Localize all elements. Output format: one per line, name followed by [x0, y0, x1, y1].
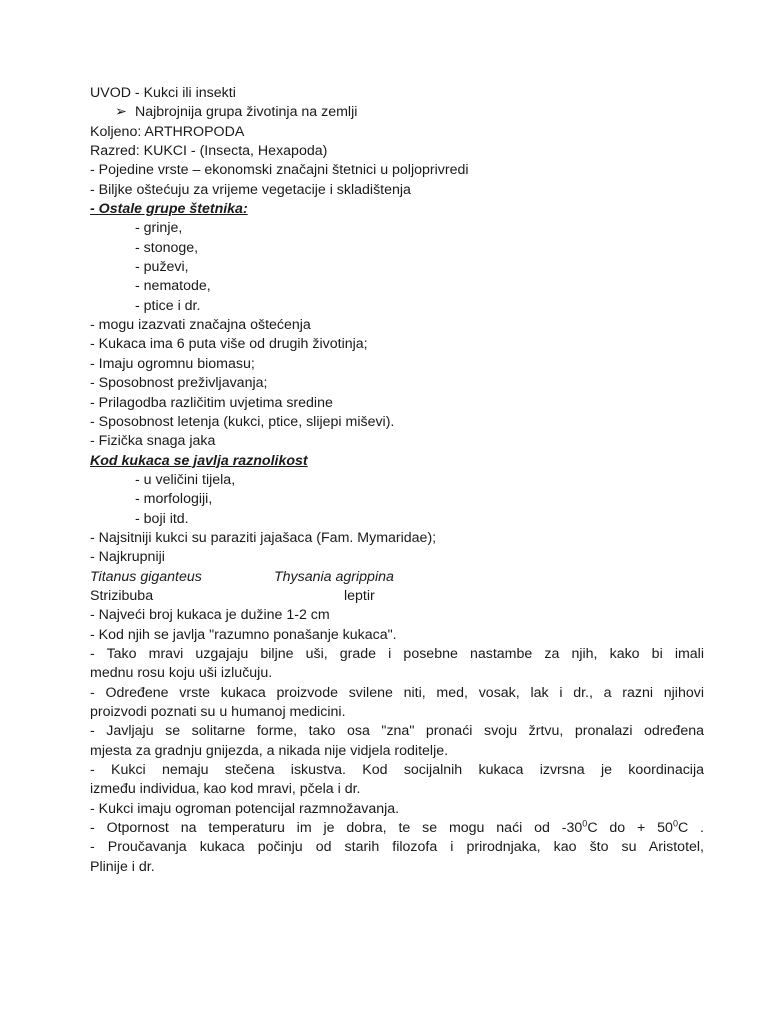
- common-names-row: [90, 587, 704, 606]
- text-line: - Kod njih se javlja "razumno ponašanje kukaca".: [90, 626, 397, 643]
- paragraph-line: proizvodi poznati su u humanoj medicini.: [90, 704, 346, 720]
- paragraph-line: mjesta za gradnju gnijezda, a nikada nije vidjela roditelje.: [90, 742, 449, 759]
- pest-list-item: - grinje,: [135, 220, 183, 237]
- diversity-list-item: - boji itd.: [135, 510, 189, 527]
- text-line: - mogu izazvati značajna oštećenja: [90, 317, 311, 334]
- paragraph-line: - Tako mravi uzgajaju biljne uši, grade i posebne nastambe za njih, kako bi imali: [90, 645, 704, 662]
- pest-list-item: - ptice i dr.: [135, 297, 201, 314]
- text-line: - Fizička snaga jaka: [90, 433, 216, 450]
- text-line: - Najveći broj kukaca je dužine 1-2 cm: [90, 607, 330, 624]
- arrow-bullet-icon: ➢: [115, 104, 127, 121]
- paragraph-line: - Proučavanja kukaca počinju od starih filozofa i prirodnjaka, kao što su Aristotel,: [90, 839, 704, 856]
- temperature-text: C .: [677, 820, 704, 837]
- temperature-line: [90, 819, 704, 838]
- common-name: Strizibuba: [90, 587, 154, 604]
- section-heading-pests: - Ostale grupe štetnika:: [90, 201, 248, 218]
- diversity-list-item: - u veličini tijela,: [135, 471, 236, 488]
- paragraph-line: - Kukci nemaju stečena iskustva. Kod socijalnih kukaca izvrsna je koordinacija: [90, 762, 704, 779]
- species-name: Titanus giganteus: [90, 568, 202, 585]
- pest-list-item: - nematode,: [135, 278, 211, 295]
- text-line: - Prilagodba različitim uvjetima sredine: [90, 394, 333, 411]
- paragraph-line: Plinije i dr.: [90, 858, 155, 875]
- text-line: - Kukci imaju ogroman potencijal razmnožavanja.: [90, 800, 400, 817]
- text-line: - Biljke oštećuju za vrijeme vegetacije i skladištenja: [90, 181, 411, 198]
- pest-list-item: - puževi,: [135, 259, 189, 276]
- pest-list-item: - stonoge,: [135, 239, 199, 256]
- text-line: - Najsitniji kukci su paraziti jajašaca (Fam. Mymaridae);: [90, 529, 437, 546]
- species-names-row: [90, 568, 704, 587]
- paragraph-line: - Javljaju se solitarne forme, tako osa "zna" pronaći svoju žrtvu, pronalazi određena: [90, 723, 704, 740]
- document-page: [90, 84, 704, 877]
- phylum-line: Koljeno: ARTHROPODA: [90, 123, 245, 140]
- bullet-text: Najbrojnija grupa životinja na zemlji: [135, 104, 358, 121]
- text-line: - Sposobnost letenja (kukci, ptice, slijepi miševi).: [90, 413, 395, 430]
- paragraph-line: - Određene vrste kukaca proizvode svilene niti, med, vosak, lak i dr., a razni njihovi: [90, 684, 704, 701]
- text-line: - Sposobnost preživljavanja;: [90, 375, 268, 392]
- common-name: leptir: [344, 587, 375, 604]
- text-line: - Najkrupniji: [90, 549, 165, 566]
- bullet-line: [90, 103, 704, 122]
- species-name: Thysania agrippina: [274, 568, 394, 585]
- superscript: 0: [582, 818, 588, 829]
- section-heading-diversity: Kod kukaca se javlja raznolikost: [90, 452, 308, 469]
- text-line: - Imaju ogromnu biomasu;: [90, 355, 255, 372]
- superscript: 0: [672, 818, 678, 829]
- text-line: - Pojedine vrste – ekonomski značajni štetnici u poljoprivredi: [90, 162, 469, 179]
- paragraph-line: mednu rosu koju uši izlučuju.: [90, 665, 273, 682]
- class-line: Razred: KUKCI - (Insecta, Hexapoda): [90, 143, 328, 160]
- text-line: - Kukaca ima 6 puta više od drugih životinja;: [90, 336, 368, 353]
- diversity-list-item: - morfologiji,: [135, 491, 213, 508]
- paragraph-line: između individua, kao kod mravi, pčela i dr.: [90, 781, 361, 798]
- temperature-text: - Otpornost na temperaturu im je dobra, te se mogu naći od -30: [90, 820, 583, 837]
- temperature-text: C do + 50: [587, 820, 673, 837]
- intro-title: UVOD - Kukci ili insekti: [90, 85, 236, 101]
